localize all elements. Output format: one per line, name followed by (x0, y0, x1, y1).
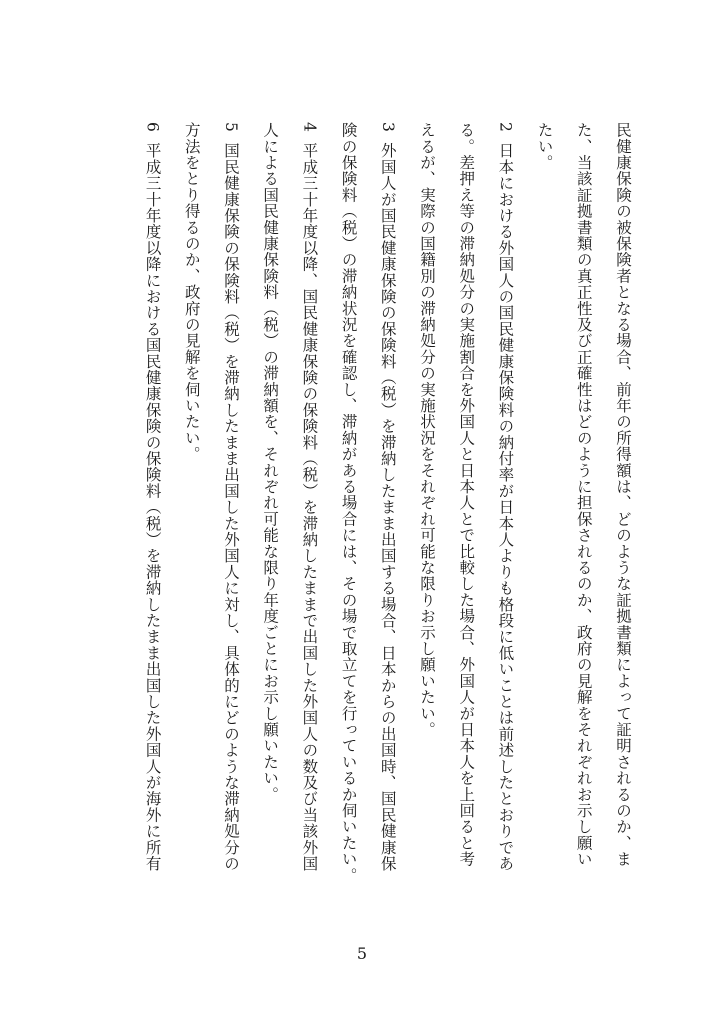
text-column (368, 122, 407, 937)
text-column (603, 122, 642, 937)
column-text: 外国人が国民健康保険の保険料（税）を滞納したまま出国する場合、日本からの出国時、国民健康保 (378, 142, 397, 872)
column-text: 国民健康保険の保険料（税）を滞納したまま出国した外国人に対し、具体的にどのような滞納処分の (221, 142, 240, 872)
text-column (132, 122, 171, 937)
text-column (211, 122, 250, 937)
column-text: 平成三十年度以降における国民健康保険の保険料（税）を滞納したまま出国した外国人が海外に所有 (143, 142, 162, 872)
text-column (485, 122, 524, 937)
text-column (407, 122, 446, 937)
text-column (172, 122, 211, 937)
column-text: 人による国民健康保険料（税）の滞納額を、それぞれ可能な限り年度ごとにお示し願いたい。 (261, 122, 280, 803)
column-text: えるが、実際の国籍別の滞納処分の実施状況をそれぞれ可能な限りお示し願いたい。 (417, 122, 436, 738)
column-text: 方法をとり得るのか、政府の見解を伺いたい。 (182, 122, 201, 463)
column-text: 日本における外国人の国民健康保険料の納付率が日本人よりも格段に低いことは前述したとおりであ (496, 142, 515, 872)
text-column (289, 122, 328, 937)
page-number: 5 (356, 944, 368, 963)
text-column (250, 122, 289, 937)
column-text: 平成三十年度以降、国民健康保険の保険料（税）を滞納したままで出国した外国人の数及び当該外国 (300, 142, 319, 872)
item-number: 4 (300, 122, 319, 133)
column-text: 険の保険料（税）の滞納状況を確認し、滞納がある場合には、その場で取立てを行っているか伺いたい。 (339, 122, 358, 884)
item-number: 6 (143, 122, 162, 133)
vertical-text-body (82, 122, 642, 937)
item-number: 3 (378, 122, 397, 133)
item-number: 5 (221, 122, 240, 133)
column-text: る。差押え等の滞納処分の実施割合を外国人と日本人とで比較した場合、外国人が日本人を上回ると考 (457, 122, 476, 868)
column-text: たい。 (535, 122, 554, 171)
column-text: 民健康保険の被保険者となる場合、前年の所得額は、どのような証拠書類によって証明されるのか、ま (614, 122, 632, 868)
item-number: 2 (496, 122, 515, 133)
text-column (328, 122, 367, 937)
text-column (446, 122, 485, 937)
column-text: た、当該証拠書類の真正性及び正確性はどのように担保されるのか、政府の見解をそれぞれお示し願い (574, 122, 593, 868)
text-column (524, 122, 563, 937)
text-column (564, 122, 603, 937)
